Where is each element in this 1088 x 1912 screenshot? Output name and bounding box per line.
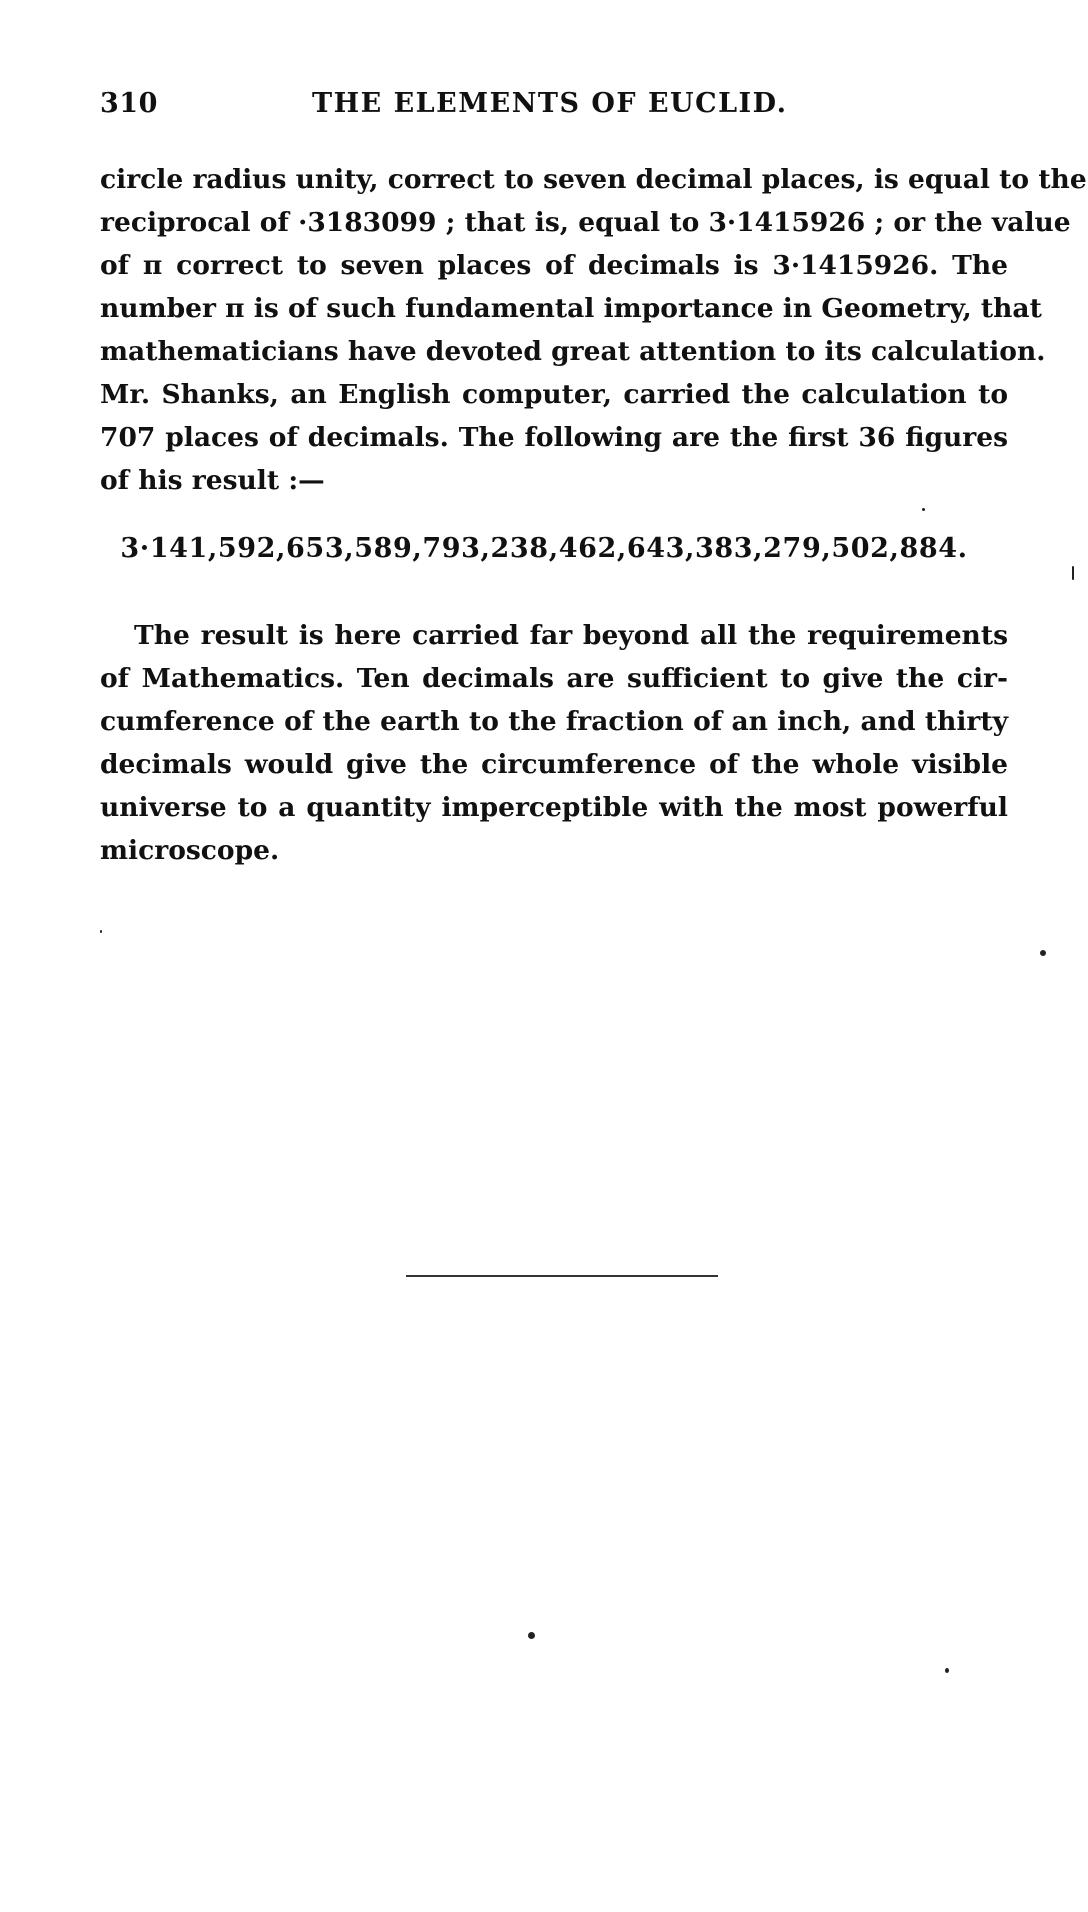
text-line: Mr. Shanks, an English computer, carried the calculation to — [100, 379, 1008, 410]
pi-digits: 3·141,592,653,589,793,238,462,643,383,279,502,884. — [120, 533, 968, 564]
text-line: of π correct to seven places of decimals is 3·1415926. The — [100, 250, 1008, 281]
text-line: circle radius unity, correct to seven decimal places, is equal to the — [100, 164, 1087, 195]
text-line: mathematicians have devoted great attention to its calculation. — [100, 336, 1046, 367]
paragraph-pi-value — [100, 158, 1087, 502]
scan-speck — [1072, 566, 1074, 580]
text-line: of Mathematics. Ten decimals are sufficient to give the cir- — [100, 663, 1008, 694]
page-number: 310 — [100, 88, 158, 119]
scan-speck — [922, 508, 925, 511]
text-line: reciprocal of ·3183099 ; that is, equal to 3·1415926 ; or the value — [100, 207, 1071, 238]
scan-speck — [528, 1632, 535, 1639]
text-line: microscope. — [100, 835, 280, 866]
book-title: THE ELEMENTS OF EUCLID. — [312, 88, 788, 119]
text-line: of his result :— — [100, 465, 325, 496]
scan-speck — [945, 1668, 949, 1673]
text-line: 707 places of decimals. The following are the first 36 figures — [100, 422, 1008, 453]
text-line: universe to a quantity imperceptible with the most powerful — [100, 792, 1008, 823]
text-line: The result is here carried far beyond all the requirements — [134, 620, 1008, 651]
text-line: cumference of the earth to the fraction of an inch, and thirty — [100, 706, 1008, 737]
text-line: decimals would give the circumference of the whole visible — [100, 749, 1008, 780]
paragraph-requirements — [100, 614, 1008, 872]
section-divider — [406, 1275, 718, 1277]
scan-speck — [1040, 950, 1046, 956]
scan-speck — [100, 930, 102, 933]
running-head — [100, 88, 1010, 128]
text-line: number π is of such fundamental importance in Geometry, that — [100, 293, 1042, 324]
